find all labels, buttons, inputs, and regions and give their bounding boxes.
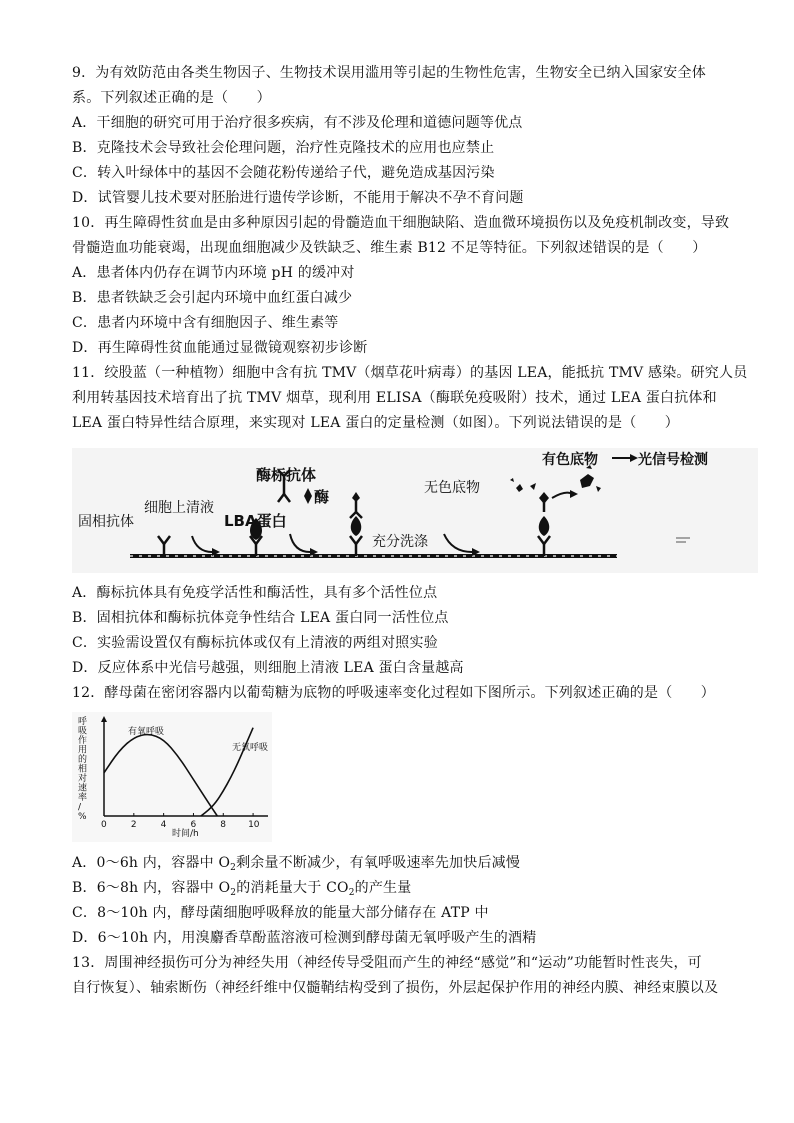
q11-option-c: C．实验需设置仅有酶标抗体或仅有上清液的两组对照实验 bbox=[72, 635, 438, 651]
q11-stem-line2: 利用转基因技术培育出了抗 TMV 烟草，现利用 ELISA（酶联免疫吸附）技术，通过 LEA 蛋白抗体和 bbox=[72, 390, 717, 406]
label-enzyme: 酶 bbox=[314, 488, 330, 506]
q11-stem-line3: LEA 蛋白特异性结合原理，来实现对 LEA 蛋白的定量检测（如图）。下列说法错误的是（ ） bbox=[72, 415, 680, 431]
q11-option-a: A．酶标抗体具有免疫学活性和酶活性，具有多个活性位点 bbox=[72, 585, 438, 601]
q12-option-c: C．8～10h 内，酵母菌细胞呼吸释放的能量大部分储存在 ATP 中 bbox=[72, 905, 489, 921]
q10-option-b: B．患者铁缺乏会引起内环境中血红蛋白减少 bbox=[72, 290, 353, 306]
label-colorless-substrate: 无色底物 bbox=[424, 480, 480, 496]
q10-stem-line1: 10．再生障碍性贫血是由多种原因引起的骨髓造血干细胞缺陷、造血微环境损伤以及免疫机制改变，导致 bbox=[72, 215, 730, 231]
q9-option-d: D．试管婴儿技术要对胚胎进行遗传学诊断，不能用于解决不孕不育问题 bbox=[72, 190, 524, 206]
label-detection: 光信号检测 bbox=[638, 452, 708, 468]
q13-stem-line1: 13．周围神经损伤可分为神经失用（神经传导受阻而产生的神经“感觉”和“运动”功能暂时性丧失，可 bbox=[72, 955, 702, 971]
label-lba-protein: LBA蛋白 bbox=[224, 512, 287, 530]
q12-stem: 12．酵母菌在密闭容器内以葡萄糖为底物的呼吸速率变化过程如下图所示。下列叙述正确的是（ ） bbox=[72, 685, 716, 701]
x-tick-label: 4 bbox=[160, 820, 167, 830]
label-enzyme-antibody: 酶标抗体 bbox=[256, 466, 317, 484]
q13-stem-line2: 自行恢复）、轴索断伤（神经纤维中仅髓鞘结构受到了损伤，外层起保护作用的神经内膜、神经束膜以及 bbox=[72, 980, 719, 996]
y-axis-label: 呼吸作用的相对速率/ % bbox=[78, 717, 88, 822]
x-axis-label: 时间/h bbox=[172, 829, 199, 839]
q9-option-a: A．干细胞的研究可用于治疗很多疾病，有不涉及伦理和道德问题等优点 bbox=[72, 115, 523, 131]
q11-stem-line1: 11．绞股蓝（一种植物）细胞中含有抗 TMV（烟草花叶病毒）的基因 LEA，能抵抗 TMV 感染。研究人员 bbox=[72, 365, 748, 381]
q12-option-a: A．0～6h 内，容器中 $O_2$剩余量不断减少，有氧呼吸速率先加快后减慢 bbox=[72, 855, 521, 873]
series-label-aerobic: 有氧呼吸 bbox=[128, 727, 165, 737]
x-tick-label: 6 bbox=[190, 820, 197, 830]
label-fixed-antibody: 固相抗体 bbox=[78, 514, 134, 530]
q11-option-d: D．反应体系中光信号越强，则细胞上清液 LEA 蛋白含量越高 bbox=[72, 660, 464, 676]
label-supernatant: 细胞上清液 bbox=[144, 500, 214, 516]
x-tick-label: 0 bbox=[101, 820, 107, 830]
q9-option-c: C．转入叶绿体中的基因不会随花粉传递给子代，避免造成基因污染 bbox=[72, 165, 495, 181]
q10-option-d: D．再生障碍性贫血能通过显微镜观察初步诊断 bbox=[72, 340, 368, 356]
series-label-anaerobic: 无氧呼吸 bbox=[232, 743, 269, 753]
q11-option-b: B．固相抗体和酶标抗体竞争性结合 LEA 蛋白同一活性位点 bbox=[72, 610, 449, 626]
q10-option-c: C．患者内环境中含有细胞因子、维生素等 bbox=[72, 315, 339, 331]
q12-option-d: D．6～10h 内，用溴麝香草酚蓝溶液可检测到酵母菌无氧呼吸产生的酒精 bbox=[72, 930, 537, 946]
q10-stem-line2: 骨髓造血功能衰竭，出现血细胞减少及铁缺乏、维生素 B12 不足等特征。下列叙述错误的是（ ） bbox=[72, 240, 707, 256]
q9-option-b: B．克隆技术会导致社会伦理问题，治疗性克隆技术的应用也应禁止 bbox=[72, 140, 495, 156]
label-colored-product: 有色底物 bbox=[542, 452, 598, 468]
respiration-chart bbox=[72, 712, 272, 842]
x-tick-label: 8 bbox=[220, 820, 227, 830]
label-wash: 充分洗涤 bbox=[372, 534, 428, 550]
q9-stem-line2: 系。下列叙述正确的是（ ） bbox=[72, 90, 271, 106]
x-tick-label: 2 bbox=[130, 820, 137, 830]
q9-stem-line1: 9．为有效防范由各类生物因子、生物技术误用滥用等引起的生物性危害，生物安全已纳入国家安全体 bbox=[72, 65, 706, 81]
elisa-diagram bbox=[72, 440, 758, 575]
q12-option-b: B．6～8h 内，容器中 $O_2$的消耗量大于 $CO_2$的产生量 bbox=[72, 880, 412, 898]
q10-option-a: A．患者体内仍存在调节内环境 pH 的缓冲对 bbox=[72, 265, 355, 281]
x-tick-label: 10 bbox=[248, 820, 260, 830]
